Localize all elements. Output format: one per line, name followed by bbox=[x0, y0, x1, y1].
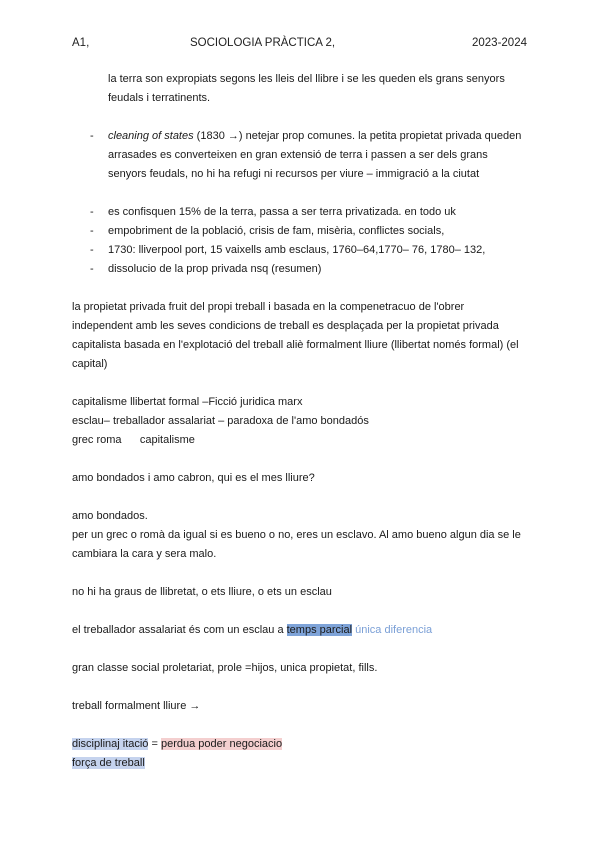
text-span: dissolucio de la prop privada nsq (resumen) bbox=[108, 263, 322, 275]
text-line: independent amb les seves condicions de treball es desplaçada per la propietat privada bbox=[72, 320, 499, 332]
text-line bbox=[72, 735, 542, 754]
selected-text[interactable]: temps parcial bbox=[286, 624, 353, 636]
bullet-item bbox=[72, 222, 542, 241]
text-span: 1730: lliverpool port, 15 vaixells amb esclaus, 1760–64,1770– 76, 1780– 132, bbox=[108, 244, 486, 256]
text-line: capitalisme llibertat formal –Ficció juridica marx bbox=[72, 396, 303, 408]
text-line: treball formalment lliure → bbox=[72, 700, 201, 712]
text-line: gran classe social proletariat, prole =hijos, unica propietat, fills. bbox=[72, 662, 378, 674]
highlight-blue: disciplinaj itació bbox=[72, 738, 149, 750]
text-line: capitalista basada en l'explotació del treball aliè formalment lliure (llibertat només formal) (el bbox=[72, 339, 519, 351]
bullet-dash: - bbox=[90, 206, 94, 218]
header-left: A1, bbox=[72, 37, 90, 49]
text-line: amo bondados i amo cabron, qui es el mes lliure? bbox=[72, 472, 315, 484]
text-line: feudals i terratinents. bbox=[108, 92, 211, 104]
highlight-blue: força de treball bbox=[72, 757, 145, 769]
bullet-dash: - bbox=[90, 263, 94, 275]
text-line: arrasades es converteixen en gran extensió de terra i passen a ser dels grans bbox=[108, 149, 488, 161]
text-span: empobriment de la població, crisis de fam, misèria, conflictes socials, bbox=[108, 225, 445, 237]
bullet-item bbox=[72, 260, 542, 279]
text-line: cambiara la cara y sera malo. bbox=[72, 548, 217, 560]
header-year: 2023-2024 bbox=[472, 37, 527, 49]
text-line: per un grec o romà da igual si es bueno o no, eres un esclavo. Al amo bueno algun dia se le bbox=[72, 529, 521, 541]
bullet-item bbox=[72, 127, 542, 146]
document-body bbox=[72, 70, 542, 773]
text-line: esclau– treballador assalariat – paradoxa de l'amo bondadós bbox=[72, 415, 369, 427]
text-line: amo bondados. bbox=[72, 510, 148, 522]
text-line bbox=[72, 621, 542, 640]
text-line: senyors feudals, no hi ha refugi ni recursos per viure – immigració a la ciutat bbox=[108, 168, 480, 180]
bullet-dash: - bbox=[90, 225, 94, 237]
bullet-dash: - bbox=[90, 130, 94, 142]
text-line: no hi ha graus de llibretat, o ets lliure, o ets un esclau bbox=[72, 586, 332, 598]
text-span: (1830 →) netejar prop comunes. la petita propietat privada queden bbox=[193, 130, 522, 142]
text-span: es confisquen 15% de la terra, passa a ser terra privatizada. en todo uk bbox=[108, 206, 456, 218]
text-line: grec roma capitalisme bbox=[72, 434, 195, 446]
bullet-item bbox=[72, 241, 542, 260]
text-span: el treballador assalariat és com un esclau a bbox=[72, 624, 287, 636]
text-span: = bbox=[148, 738, 161, 750]
text-line: capital) bbox=[72, 358, 108, 370]
highlight-pink: perdua poder negociacio bbox=[160, 738, 283, 750]
header-title: SOCIOLOGIA PRÀCTICA 2, bbox=[190, 37, 336, 49]
text-line: la terra son expropiats segons les lleis del llibre i se les queden els grans senyors bbox=[108, 73, 505, 85]
text-line bbox=[72, 754, 542, 773]
bullet-dash: - bbox=[90, 244, 94, 256]
text-span: única diferencia bbox=[352, 624, 433, 636]
italic-term: cleaning of states bbox=[108, 130, 194, 142]
bullet-item bbox=[72, 203, 542, 222]
text-line: la propietat privada fruit del propi treball i basada en la compenetracuo de l'obrer bbox=[72, 301, 465, 313]
